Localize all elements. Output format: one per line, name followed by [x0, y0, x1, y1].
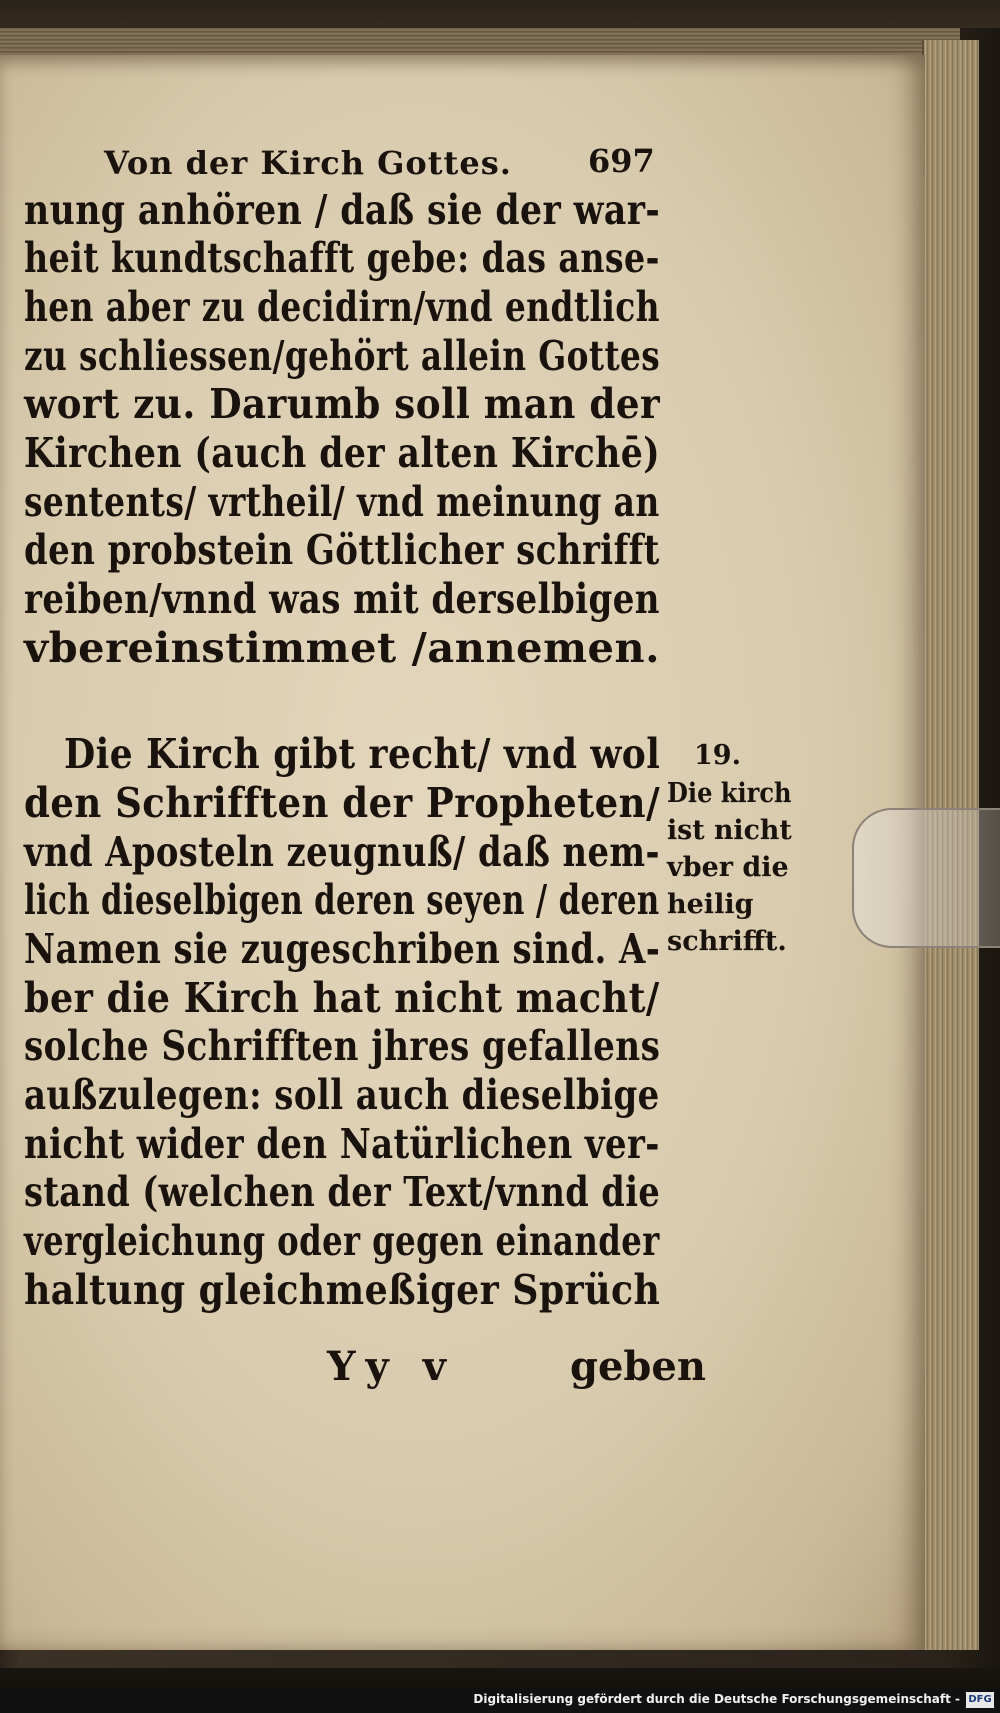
text-line: lich dieselbigen deren seyen / deren — [24, 876, 660, 924]
marginal-line: Die kirch — [667, 778, 792, 809]
dfg-logo: DFG — [966, 1692, 994, 1708]
page-number: 697 — [588, 142, 655, 180]
marginal-line: ist nicht — [667, 815, 792, 846]
text-line: sentents/ vrtheil/ vnd meinung an — [24, 478, 660, 526]
catchword: geben — [570, 1343, 706, 1390]
text-line: den Schrifften der Propheten/ — [24, 779, 661, 827]
text-line: solche Schrifften jhres gefallens — [24, 1022, 661, 1070]
text-line: Kirchen (auch der alten Kirchē) — [24, 429, 661, 477]
text-line: zu schliessen/gehört allein Gottes — [24, 332, 661, 380]
text-line: reiben/vnnd was mit derselbigen — [24, 575, 660, 623]
text-line: hen aber zu decidirn/vnd endtlich — [24, 283, 660, 331]
text-line: Die Kirch gibt recht/ vnd wol — [64, 730, 661, 778]
book-top-edge — [0, 28, 960, 58]
marginal-number: 19. — [694, 740, 741, 771]
text-line: Namen sie zugeschriben sind. A- — [24, 925, 661, 973]
text-line: ber die Kirch hat nicht macht/ — [24, 974, 660, 1022]
text-line: nung anhören / daß sie der war- — [24, 186, 661, 234]
footer-bar — [0, 1688, 1000, 1713]
text-line: vnd Aposteln zeugnuß/ daß nem- — [24, 828, 660, 876]
text-line: heit kundtschafft gebe: das anse- — [24, 234, 660, 282]
text-line: wort zu. Darumb soll man der — [24, 380, 661, 428]
bookmark-tab — [852, 808, 1000, 948]
text-line: vbereinstimmet /annemen. — [24, 624, 661, 672]
text-line: den probstein Göttlicher schrifft — [24, 526, 660, 574]
footer-credit: Digitalisierung gefördert durch die Deutsche Forschungsgemeinschaft - — [473, 1692, 960, 1706]
text-line: stand (welchen der Text/vnnd die — [24, 1168, 661, 1216]
text-line: außzulegen: soll auch dieselbige — [24, 1071, 660, 1119]
text-line: nicht wider den Natürlichen ver- — [24, 1120, 660, 1168]
text-line: haltung gleichmeßiger Sprüch — [24, 1266, 661, 1314]
text-line: vergleichung oder gegen einander — [24, 1217, 660, 1265]
marginal-line: schrifft. — [667, 926, 787, 957]
marginal-line: vber die — [667, 852, 789, 883]
marginal-line: heilig — [667, 889, 754, 920]
running-head: Von der Kirch Gottes. — [104, 144, 512, 182]
signature-mark: Yy v — [327, 1343, 456, 1390]
